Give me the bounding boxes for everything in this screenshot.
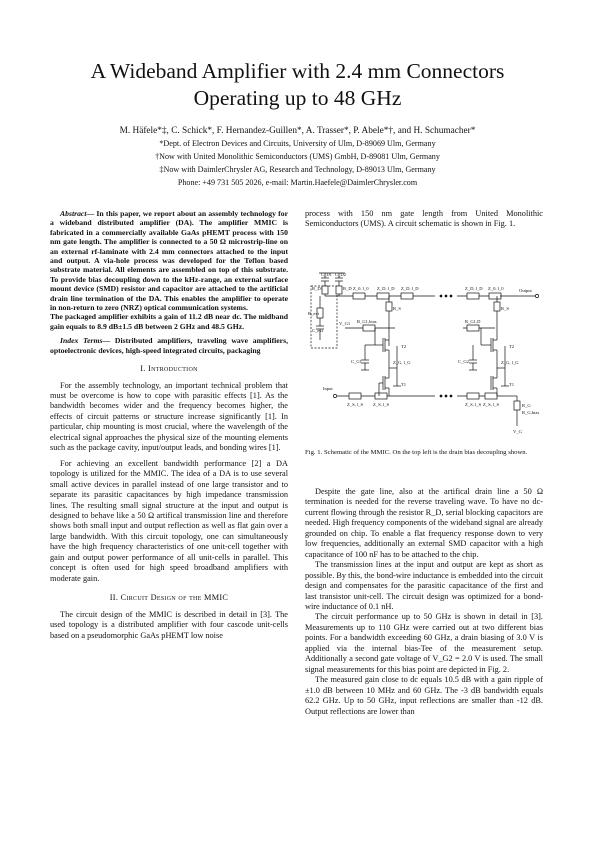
gate-tline-4: [485, 393, 497, 399]
abstract: [50, 209, 288, 312]
external-bias-box: [311, 286, 337, 348]
label-rg1-bias: R_G1,bias: [357, 319, 377, 324]
resistor-rs2: [494, 302, 500, 311]
resistor-rd: [336, 286, 342, 294]
label-rg1d: R_G1,D: [465, 319, 481, 324]
label-cd1: C_D1: [321, 272, 332, 277]
label-vg1: V_G1: [339, 321, 351, 326]
drain-tline-2: [377, 293, 389, 299]
right-continuation: process with 150 nm gate length from United Monolithic Semiconductors (UMS). A circuit schematic is shown in Fig. 1.: [305, 209, 543, 229]
label-cg2: C_G2: [458, 359, 469, 364]
label-z0-out: Z_0, l_0: [488, 286, 504, 291]
label-zs-4: Z_S, l_S: [483, 402, 500, 407]
drain-tline-4: [467, 293, 479, 299]
resistor-rs: [386, 302, 392, 311]
label-vg: V_G: [513, 429, 522, 434]
label-t2-b: T2: [509, 344, 515, 349]
gate-tline-1: [349, 393, 361, 399]
right-paragraph-4: The measured gain close to dc equals 10.5 dB with a gain ripple of ±1.0 dB between 10 MHz and 60 GHz. The -3 dB bandwidth equals 62.2 GHz. Up to 50 GHz, input reflections are smaller than -12 dB. Output reflections are lower than: [305, 675, 543, 716]
drain-tline-1: [353, 293, 365, 299]
ellipsis-dot: [445, 295, 447, 297]
index-terms: [50, 336, 288, 355]
mmic-schematic-figure: [305, 268, 543, 443]
label-zs-3: Z_S, l_S: [465, 402, 482, 407]
affiliation-2: †Now with United Monolithic Semiconductors (UMS) GmbH, D-89081 Ulm, Germany: [155, 152, 440, 161]
intro-paragraph-1: For the assembly technology, an important technical problem that must be overcome is how to cope with parasitic effects [1]. As the bandwidth becomes wider and the frequency becomes higher, the effects of circuit patterns or structure increase significantly [1]. In particular, chip mounting is most crucial, where the wavelength of the electrical signal approaches the physical size of the mounting elements such as the package cavity, input/output leads, and bonding wires [1].: [50, 380, 288, 453]
label-output: Output: [519, 288, 532, 293]
label-rd1: R_D1: [312, 286, 323, 291]
label-zg: Z_G, l_G: [393, 360, 411, 365]
right-paragraph-3: The circuit performance up to 50 GHz is shown in detail in [3]. Measurements up to 110 GHz were carried out at two different bias points. For a bandwidth exceeding 60 GHz, a drain biasing of 3.0 V is applied via the internal bias-Tee of the measurement setup. Additionally a second gate voltage of V_G2 = 2.0 V is used. The small signal measurements for this bias point are depicted in Fig. 2.: [305, 612, 543, 674]
label-cext: C_ext: [312, 328, 323, 333]
label-cd2: C_D2: [335, 272, 346, 277]
figure-caption: Fig. 1. Schematic of the MMIC. On the top left is the drain bias decoupling shown.: [305, 449, 528, 456]
label-zd-2: Z_D, l_D: [401, 286, 419, 291]
affiliation-3: ‡Now with DaimlerChrysler AG, Research and Technology, D-89013 Ulm, Germany: [159, 165, 436, 174]
label-rs: R_S: [393, 306, 401, 311]
left-column: [50, 209, 288, 641]
ellipsis-dot: [440, 295, 442, 297]
index-terms-lead: Index Terms: [60, 336, 103, 346]
label-cg1: C_G1: [351, 359, 362, 364]
ellipsis-dot: [440, 395, 442, 397]
label-input: Input: [323, 386, 333, 391]
gate-tline-3: [467, 393, 479, 399]
section-1-heading: I. Introduction: [140, 364, 198, 374]
ellipsis-dot: [445, 395, 447, 397]
label-zs: Z_S, l_S: [347, 402, 364, 407]
circuit-paragraph-1: The circuit design of the MMIC is described in detail in [3]. The used topology is a distributed amplifier with four cascode unit-cells based on a pseudomorphic GaAs pHEMT low noise: [50, 609, 288, 640]
abstract-result: The packaged amplifier exhibits a gain of 11.2 dB near dc. The midband gain equals to 8.9 dB±1.5 dB between 2 GHz and 48.5 GHz.: [50, 312, 288, 331]
output-port: [535, 294, 538, 297]
label-t1-b: T1: [509, 382, 515, 387]
abstract-lead: Abstract: [60, 209, 87, 218]
label-zd-3: Z_D, l_D: [465, 286, 483, 291]
drain-tline-3: [401, 293, 413, 299]
right-column-top: [305, 209, 543, 230]
intro-paragraph-2: For achieving an excellent bandwidth performance [2] a DA topology is utilized for the MMIC. The idea of a DA is to use several small active devices in parallel instead of one large transistor and to separate its parasitic capacitances by high impedance transmission lines. The resulting small signal structure at the input and output is designed to behave like a 50 Ω artifical transmission line and therefore shows both small input and output reflection as well as flat gain over a large bandwidth. With this circuit topology, one can simultaneously have the high frequency characteristics of one unit-cell together with gain and output power performance of all unit-cells in parallel. This concept is often used for high speed broadband amplifiers with moderate gain.: [50, 458, 288, 583]
index-terms-text: — Distributed amplifiers, traveling wave amplifiers, optoelectronic devices, high-speed integrated circuits, packaging: [50, 336, 288, 355]
label-rg: R_G: [522, 403, 531, 408]
label-t1: T1: [401, 382, 407, 387]
paper-title: [40, 58, 555, 112]
right-paragraph-2: The transmission lines at the input and output are kept as short as possible. By this, the bond-wire inductance is embedded into the circuit design and compensates for the parasitic capacitance of the first and last transistor unit-cell. The circuit design was optimized for a bond-wire inductance of 0.1 nH.: [305, 560, 543, 611]
drain-tline-5: [489, 293, 501, 299]
abstract-text: — In this paper, we report about an assembly technology for a wideband distributed amplifier (DA). The amplifier MMIC is fabricated in a commercially available GaAs pHEMT process with 150 nm gate length. The amplifier is connected to a 50 Ω microstrip-line on an external rf-laminate with 2.4 mm connectors attached to the input and output. A via-hole process was developed for the Teflon based substrate material. All elements are assembled on top of this substrate. To provide bias decoupling down to the kHz-range, an external surface mount device (SMD) resistor and capacitor are attached to the artificial drain line termination of the DA. This enables the amplifier to operate in non-return to zero (NRZ) optical communication systems.: [50, 209, 288, 313]
right-column-bottom: [305, 487, 543, 717]
label-z0: Z_0, l_0: [353, 286, 369, 291]
gate-tline-2: [375, 393, 387, 399]
label-zg-2: Z_G, l_G: [501, 360, 519, 365]
label-zd: Z_D, l_D: [377, 286, 395, 291]
right-paragraph-1: Despite the gate line, also at the artifical drain line a 50 Ω termination is needed for the reverse traveling wave. To have no dc-current flowing through the resistor R_D, serial blocking capacitors are needed. High frequency components of the wideband signal are already grounded on chip. To enable a flat frequency response down to very low frequencies, additionally an external SMD capacitor with a high capacitance of 100 nF has to be attached to the chip.: [305, 487, 543, 559]
resistor-rg1-bias: [363, 325, 375, 331]
contact-line: Phone: +49 731 505 2026, e-mail: Martin.Haefele@DaimlerChrysler.com: [177, 178, 418, 187]
input-port: [333, 394, 336, 397]
title-line-1: A Wideband Amplifier with 2.4 mm Connectors: [90, 59, 505, 83]
affiliation-1: *Dept. of Electron Devices and Circuits, University of Ulm, D-89069 Ulm, Germany: [159, 139, 436, 148]
ellipsis-dot: [450, 295, 452, 297]
resistor-rg: [514, 401, 520, 410]
label-rext: R_ext: [308, 311, 319, 316]
label-zs-2: Z_S, l_S: [373, 402, 390, 407]
section-2-heading: II. Circuit Design of the MMIC: [109, 593, 229, 603]
title-line-2: Operating up to 48 GHz: [193, 86, 402, 110]
ellipsis-dot: [450, 395, 452, 397]
label-rg-bias: R_G,bias: [522, 410, 540, 415]
label-t2: T2: [401, 344, 407, 349]
resistor-rg2d: [467, 325, 479, 331]
author-list: M. Häfele*‡, C. Schick*, F. Hernandez-Guillen*, A. Trasser*, P. Abele*†, and H. Schumacher*: [119, 126, 476, 136]
label-rs-2: R_S: [501, 306, 509, 311]
label-rd: R_D: [343, 286, 352, 291]
